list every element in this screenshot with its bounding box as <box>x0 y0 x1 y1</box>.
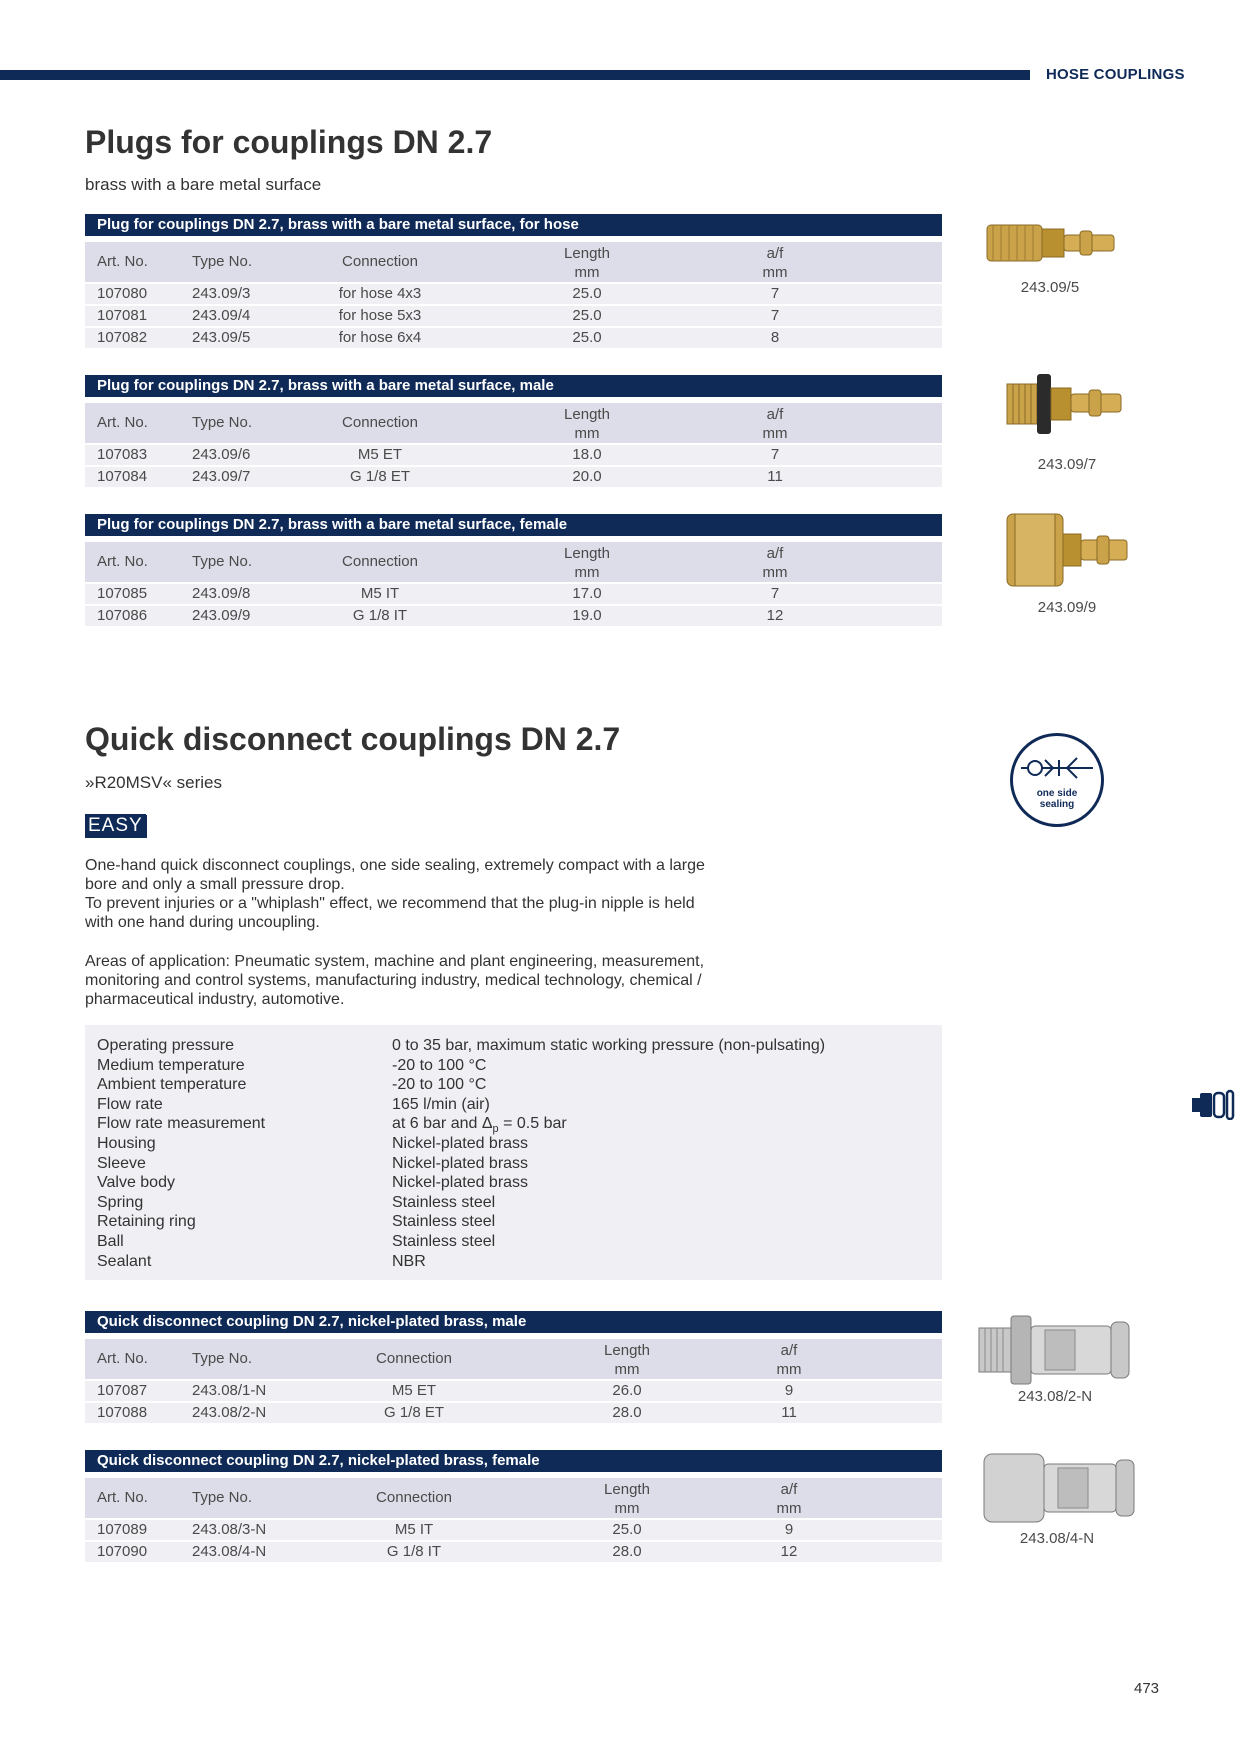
couplings-series: »R20MSV« series <box>85 773 223 792</box>
plugs-title: Plugs for couplings DN 2.7 <box>85 124 493 160</box>
couplings-title: Quick disconnect couplings DN 2.7 <box>85 721 621 757</box>
coupling-male-table <box>85 1311 942 1423</box>
table-row: 107081 243.09/4 for hose 5x3 25.0 7 <box>85 306 942 326</box>
table-header-row: Art. No. Type No. Connection Length mm a/f mm <box>85 542 942 582</box>
product-label: 243.09/7 <box>1037 456 1097 473</box>
table-caption: Quick disconnect coupling DN 2.7, nickel-plated brass, male <box>85 1311 942 1333</box>
easy-logo-bar <box>145 815 147 838</box>
product-label: 243.09/5 <box>1020 279 1080 296</box>
table-row: 107085 243.09/8 M5 IT 17.0 7 <box>85 584 942 604</box>
table-row: 107083 243.09/6 M5 ET 18.0 7 <box>85 445 942 465</box>
col-length: Length mm <box>564 245 610 281</box>
spec-row: Housing Nickel-plated brass <box>97 1135 529 1152</box>
plugs-male-table <box>85 375 942 487</box>
table-row: 107082 243.09/5 for hose 6x4 25.0 8 <box>85 328 942 348</box>
description: One-hand quick disconnect couplings, one side sealing, extremely compact with a large bore and only a small pressure drop. To prevent injuries or a "whiplash" effect, we recommend that the plug-in nipple is held with one hand during uncoupling. <box>85 857 705 931</box>
coupling-female-image <box>980 1448 1145 1528</box>
plugs-hose-table <box>85 214 942 348</box>
spec-row: Retaining ring Stainless steel <box>97 1213 496 1231</box>
product-label: 243.08/4-N <box>1019 1530 1095 1547</box>
coupling-female-table <box>85 1450 942 1562</box>
easy-logo: EASY <box>85 814 146 838</box>
spec-row: Valve body Nickel-plated brass <box>97 1174 529 1192</box>
spec-row: Ball Stainless steel <box>97 1233 496 1250</box>
page-number: 473 <box>1134 1680 1160 1697</box>
application-text: Areas of application: Pneumatic system, machine and plant engineering, measurement, monitoring and control systems, manufacturing industry, medical technology, chemical / pharmaceutical industry, automotive. <box>85 953 705 1008</box>
coupling-side-tab-icon <box>1190 1088 1236 1120</box>
spec-row: Ambient temperature -20 to 100 °C <box>97 1076 487 1094</box>
spec-row: Sleeve Nickel-plated brass <box>97 1154 529 1172</box>
plugs-subtitle: brass with a bare metal surface <box>85 175 322 194</box>
table-header-row: Art. No. Type No. Connection Length mm a/f mm <box>85 1339 942 1379</box>
plugs-female-table <box>85 514 942 626</box>
plug-hose-image <box>985 215 1135 275</box>
col-type: Type No. <box>192 253 253 270</box>
header-bar <box>0 70 1030 80</box>
badge-text: one side sealing <box>1036 788 1078 810</box>
spec-row: Spring Stainless steel <box>97 1193 496 1211</box>
plug-female-image <box>1005 510 1135 590</box>
spec-row: Flow rate 165 l/min (air) <box>97 1095 490 1113</box>
table-row: 107090 243.08/4-N G 1/8 IT 28.0 12 <box>85 1542 942 1562</box>
table-header-row: Art. No. Type No. Connection Length mm a/f mm <box>85 403 942 443</box>
table-row: 107080 243.09/3 for hose 4x3 25.0 7 <box>85 284 942 304</box>
coupling-male-image <box>975 1310 1140 1390</box>
col-af: a/f mm <box>762 245 788 281</box>
table-caption: Plug for couplings DN 2.7, brass with a bare metal surface, male <box>85 375 942 397</box>
technical-data-box <box>85 1025 942 1280</box>
product-label: 243.08/2-N <box>1017 1388 1093 1405</box>
spec-row: Operating pressure 0 to 35 bar, maximum static working pressure (non-pulsating) <box>97 1037 826 1054</box>
sealing-symbol-icon <box>1013 740 1101 790</box>
table-row: 107087 243.08/1-N M5 ET 26.0 9 <box>85 1381 942 1401</box>
table-header-row <box>85 242 942 282</box>
col-art: Art. No. <box>97 253 148 270</box>
one-side-sealing-badge <box>1010 733 1104 827</box>
table-row: 107088 243.08/2-N G 1/8 ET 28.0 11 <box>85 1403 942 1423</box>
table-caption: Plug for couplings DN 2.7, brass with a bare metal surface, for hose <box>85 214 942 236</box>
spec-row: Sealant NBR <box>97 1252 426 1270</box>
spec-row: Medium temperature -20 to 100 °C <box>97 1056 487 1074</box>
plug-male-image <box>1005 370 1135 440</box>
table-caption: Quick disconnect coupling DN 2.7, nickel-plated brass, female <box>85 1450 942 1472</box>
table-row: 107084 243.09/7 G 1/8 ET 20.0 11 <box>85 467 942 487</box>
table-caption: Plug for couplings DN 2.7, brass with a bare metal surface, female <box>85 514 942 536</box>
table-header-row: Art. No. Type No. Connection Length mm a/f mm <box>85 1478 942 1518</box>
col-connection: Connection <box>342 253 418 270</box>
table-row: 107089 243.08/3-N M5 IT 25.0 9 <box>85 1520 942 1540</box>
table-row: 107086 243.09/9 G 1/8 IT 19.0 12 <box>85 606 942 626</box>
section-label: HOSE COUPLINGS <box>1046 66 1185 83</box>
product-label: 243.09/9 <box>1037 599 1097 616</box>
spec-row: Flow rate measurement at 6 bar and $\Delta_p = 0.5$ bar <box>97 1115 567 1136</box>
